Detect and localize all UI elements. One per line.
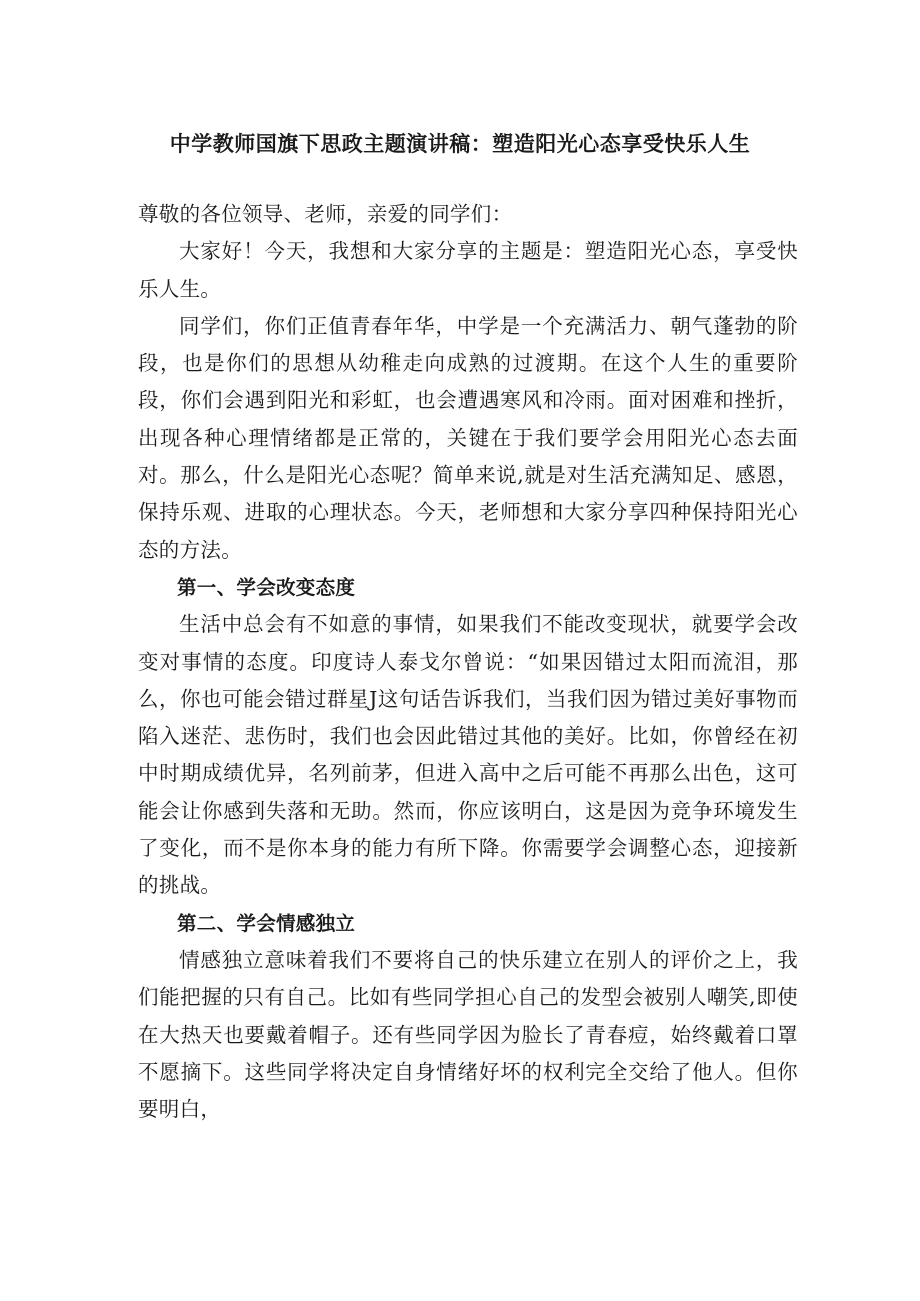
- salutation: 尊敬的各位领导、老师，亲爱的同学们：: [138, 202, 513, 226]
- section-heading-1: 第一、学会改变态度: [177, 575, 356, 599]
- paragraph-section-2: 情感独立意味着我们不要将自己的快乐建立在别人的评价之上，我们能把握的只有自己。比如有些同学担心自己的发型会被别人嘲笑,即使在大热天也要戴着帽子。还有些同学因为脸长了青春痘，始终戴着口罩不愿摘下。这些同学将决定自身情绪好坏的权利完全交给了他人。但你要明白，: [138, 947, 798, 1122]
- document-body: [138, 196, 798, 1128]
- section-heading-2: 第二、学会情感独立: [177, 911, 356, 935]
- paragraph-section-1: 生活中总会有不如意的事情，如果我们不能改变现状，就要学会改变对事情的态度。印度诗人泰戈尔曾说：“如果因错过太阳而流泪，那么，你也可能会错过群星J这句话告诉我们，当我们因为错过美好事物而陷入迷茫、悲伤时，我们也会因此错过其他的美好。比如，你曾经在初中时期成绩优异，名列前茅，但进入高中之后可能不再那么出色，这可能会让你感到失落和无助。然而，你应该明白，这是因为竞争环境发生了变化，而不是你本身的能力有所下降。你需要学会调整心态，迎接新的挑战。: [138, 612, 798, 898]
- document-title: 中学教师国旗下思政主题演讲稿：塑造阳光心态享受快乐人生: [169, 132, 751, 156]
- paragraph-greeting: 大家好！今天，我想和大家分享的主题是：塑造阳光心态，享受快乐人生。: [138, 239, 798, 301]
- paragraph-introduction: 同学们，你们正值青春年华，中学是一个充满活力、朝气蓬勃的阶段，也是你们的思想从幼稚走向成熟的过渡期。在这个人生的重要阶段，你们会遇到阳光和彩虹，也会遭遇寒风和冷雨。面对困难和挫折，出现各种心理情绪都是正常的，关键在于我们要学会用阳光心态去面对。那么，什么是阳光心态呢？简单来说,就是对生活充满知足、感恩，保持乐观、进取的心理状态。今天，老师想和大家分享四种保持阳光心态的方法。: [138, 313, 798, 562]
